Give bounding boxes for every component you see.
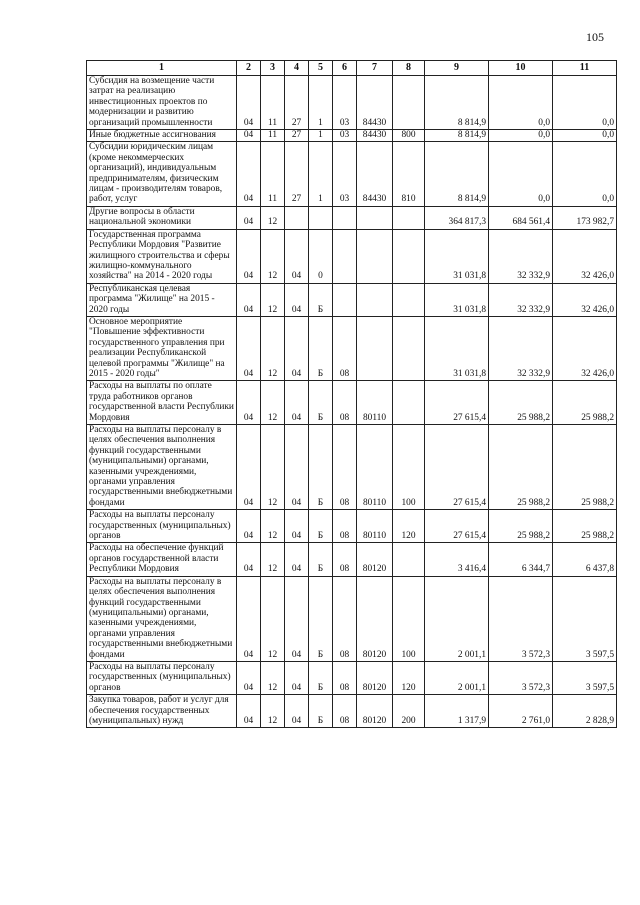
expense-type-code <box>393 381 425 425</box>
direction-code: 80110 <box>357 425 393 510</box>
subprogram-code: Б <box>309 425 333 510</box>
table-body <box>87 76 617 728</box>
direction-code: 84430 <box>357 130 393 142</box>
subsection-code: 11 <box>261 142 285 206</box>
direction-code: 80110 <box>357 510 393 543</box>
direction-code: 80120 <box>357 661 393 694</box>
section-code: 04 <box>237 695 261 728</box>
amount-col-11: 2 828,9 <box>553 695 617 728</box>
expense-type-code <box>393 543 425 576</box>
program-code: 04 <box>285 381 309 425</box>
item-name: Государственная программа Республики Мордовия "Развитие жилищного строительства и сферы жилищно-коммунального хозяйства" на 2014 - 2020 годы <box>87 229 237 283</box>
direction-code <box>357 206 393 229</box>
amount-col-9: 8 814,9 <box>425 76 489 130</box>
item-name: Основное мероприятие "Повышение эффективности государственного управления при реализации Республиканской целевой программы "Жилище" на 2015 - 2020 годы" <box>87 316 237 380</box>
amount-col-11: 3 597,5 <box>553 576 617 661</box>
event-code: 08 <box>333 695 357 728</box>
event-code: 08 <box>333 316 357 380</box>
table-row <box>87 576 617 661</box>
column-header-1: 1 <box>87 61 237 76</box>
direction-code: 80120 <box>357 543 393 576</box>
subprogram-code: Б <box>309 283 333 316</box>
program-code: 04 <box>285 316 309 380</box>
direction-code: 80120 <box>357 576 393 661</box>
subprogram-code: 1 <box>309 142 333 206</box>
item-name: Расходы на выплаты персоналу государственных (муниципальных) органов <box>87 661 237 694</box>
direction-code <box>357 316 393 380</box>
event-code: 08 <box>333 661 357 694</box>
subprogram-code: Б <box>309 576 333 661</box>
table-row <box>87 206 617 229</box>
table-row <box>87 661 617 694</box>
section-code: 04 <box>237 229 261 283</box>
expense-type-code: 800 <box>393 130 425 142</box>
subsection-code: 12 <box>261 510 285 543</box>
direction-code <box>357 283 393 316</box>
amount-col-9: 8 814,9 <box>425 142 489 206</box>
direction-code: 84430 <box>357 76 393 130</box>
subsection-code: 12 <box>261 283 285 316</box>
item-name: Закупка товаров, работ и услуг для обеспечения государственных (муниципальных) нужд <box>87 695 237 728</box>
amount-col-10: 32 332,9 <box>489 229 553 283</box>
subprogram-code: 1 <box>309 76 333 130</box>
amount-col-10: 25 988,2 <box>489 510 553 543</box>
amount-col-9: 31 031,8 <box>425 229 489 283</box>
section-code: 04 <box>237 76 261 130</box>
amount-col-11: 32 426,0 <box>553 316 617 380</box>
section-code: 04 <box>237 425 261 510</box>
event-code: 08 <box>333 543 357 576</box>
subsection-code: 12 <box>261 425 285 510</box>
subprogram-code: Б <box>309 661 333 694</box>
amount-col-10: 25 988,2 <box>489 381 553 425</box>
subsection-code: 12 <box>261 316 285 380</box>
direction-code: 80120 <box>357 695 393 728</box>
table-row <box>87 381 617 425</box>
item-name: Расходы на выплаты персоналу государственных (муниципальных) органов <box>87 510 237 543</box>
column-header-8: 8 <box>393 61 425 76</box>
item-name: Расходы на выплаты по оплате труда работников органов государственной власти Республики Мордовия <box>87 381 237 425</box>
amount-col-11: 3 597,5 <box>553 661 617 694</box>
amount-col-10: 32 332,9 <box>489 283 553 316</box>
event-code <box>333 206 357 229</box>
amount-col-9: 31 031,8 <box>425 283 489 316</box>
amount-col-10: 684 561,4 <box>489 206 553 229</box>
table-row <box>87 283 617 316</box>
amount-col-9: 2 001,1 <box>425 576 489 661</box>
expense-type-code: 200 <box>393 695 425 728</box>
expense-type-code: 120 <box>393 510 425 543</box>
amount-col-10: 3 572,3 <box>489 576 553 661</box>
amount-col-9: 2 001,1 <box>425 661 489 694</box>
subsection-code: 11 <box>261 76 285 130</box>
section-code: 04 <box>237 206 261 229</box>
column-header-11: 11 <box>553 61 617 76</box>
subsection-code: 12 <box>261 381 285 425</box>
amount-col-10: 0,0 <box>489 76 553 130</box>
direction-code: 84430 <box>357 142 393 206</box>
subprogram-code: 0 <box>309 229 333 283</box>
table-row <box>87 316 617 380</box>
expense-type-code: 810 <box>393 142 425 206</box>
column-header-7: 7 <box>357 61 393 76</box>
amount-col-10: 6 344,7 <box>489 543 553 576</box>
subprogram-code: Б <box>309 510 333 543</box>
subprogram-code <box>309 206 333 229</box>
subprogram-code: Б <box>309 543 333 576</box>
amount-col-11: 25 988,2 <box>553 510 617 543</box>
program-code: 27 <box>285 130 309 142</box>
table-row <box>87 229 617 283</box>
table-row <box>87 130 617 142</box>
event-code: 03 <box>333 130 357 142</box>
budget-table <box>86 60 617 728</box>
subprogram-code: Б <box>309 695 333 728</box>
expense-type-code <box>393 206 425 229</box>
program-code: 04 <box>285 229 309 283</box>
event-code <box>333 229 357 283</box>
column-header-9: 9 <box>425 61 489 76</box>
program-code <box>285 206 309 229</box>
table-row <box>87 142 617 206</box>
amount-col-9: 8 814,9 <box>425 130 489 142</box>
direction-code: 80110 <box>357 381 393 425</box>
amount-col-9: 3 416,4 <box>425 543 489 576</box>
column-header-10: 10 <box>489 61 553 76</box>
amount-col-10: 25 988,2 <box>489 425 553 510</box>
amount-col-9: 27 615,4 <box>425 381 489 425</box>
amount-col-10: 32 332,9 <box>489 316 553 380</box>
program-code: 27 <box>285 142 309 206</box>
item-name: Республиканская целевая программа "Жилище" на 2015 - 2020 годы <box>87 283 237 316</box>
item-name: Иные бюджетные ассигнования <box>87 130 237 142</box>
column-header-5: 5 <box>309 61 333 76</box>
section-code: 04 <box>237 142 261 206</box>
expense-type-code: 120 <box>393 661 425 694</box>
subprogram-code: 1 <box>309 130 333 142</box>
program-code: 04 <box>285 283 309 316</box>
amount-col-11: 25 988,2 <box>553 425 617 510</box>
page-number: 105 <box>586 30 604 44</box>
event-code: 08 <box>333 425 357 510</box>
subsection-code: 12 <box>261 576 285 661</box>
section-code: 04 <box>237 576 261 661</box>
event-code: 08 <box>333 510 357 543</box>
expense-type-code: 100 <box>393 576 425 661</box>
program-code: 04 <box>285 695 309 728</box>
amount-col-11: 0,0 <box>553 142 617 206</box>
event-code: 08 <box>333 576 357 661</box>
subprogram-code: Б <box>309 316 333 380</box>
item-name: Другие вопросы в области национальной экономики <box>87 206 237 229</box>
item-name: Расходы на выплаты персоналу в целях обеспечения выполнения функций государственными (муниципальными) органами, казенными учреждениями, органами управления государственными внебюджетными фондами <box>87 576 237 661</box>
amount-col-9: 364 817,3 <box>425 206 489 229</box>
table-row <box>87 76 617 130</box>
event-code: 03 <box>333 142 357 206</box>
table-row <box>87 510 617 543</box>
amount-col-11: 173 982,7 <box>553 206 617 229</box>
subsection-code: 11 <box>261 130 285 142</box>
amount-col-11: 32 426,0 <box>553 229 617 283</box>
column-header-6: 6 <box>333 61 357 76</box>
section-code: 04 <box>237 543 261 576</box>
item-name: Расходы на выплаты персоналу в целях обеспечения выполнения функций государственными (муниципальными) органами, казенными учреждениями, органами управления государственными внебюджетными фондами <box>87 425 237 510</box>
amount-col-11: 0,0 <box>553 76 617 130</box>
program-code: 04 <box>285 510 309 543</box>
table-row <box>87 543 617 576</box>
section-code: 04 <box>237 381 261 425</box>
item-name: Расходы на обеспечение функций органов государственной власти Республики Мордовия <box>87 543 237 576</box>
amount-col-9: 31 031,8 <box>425 316 489 380</box>
amount-col-10: 2 761,0 <box>489 695 553 728</box>
event-code: 08 <box>333 381 357 425</box>
amount-col-11: 32 426,0 <box>553 283 617 316</box>
column-header-3: 3 <box>261 61 285 76</box>
section-code: 04 <box>237 283 261 316</box>
amount-col-11: 6 437,8 <box>553 543 617 576</box>
section-code: 04 <box>237 316 261 380</box>
item-name: Субсидия на возмещение части затрат на реализацию инвестиционных проектов по модернизации и развитию организаций промышленности <box>87 76 237 130</box>
amount-col-9: 1 317,9 <box>425 695 489 728</box>
amount-col-10: 3 572,3 <box>489 661 553 694</box>
program-code: 04 <box>285 543 309 576</box>
event-code <box>333 283 357 316</box>
program-code: 04 <box>285 661 309 694</box>
event-code: 03 <box>333 76 357 130</box>
header-row <box>87 61 617 76</box>
subsection-code: 12 <box>261 206 285 229</box>
subsection-code: 12 <box>261 229 285 283</box>
amount-col-9: 27 615,4 <box>425 425 489 510</box>
item-name: Субсидии юридическим лицам (кроме некоммерческих организаций), индивидуальным предпринимателям, физическим лицам - производителям товаров, работ, услуг <box>87 142 237 206</box>
direction-code <box>357 229 393 283</box>
table-row <box>87 695 617 728</box>
program-code: 27 <box>285 76 309 130</box>
expense-type-code <box>393 283 425 316</box>
column-header-2: 2 <box>237 61 261 76</box>
subprogram-code: Б <box>309 381 333 425</box>
subsection-code: 12 <box>261 661 285 694</box>
table-row <box>87 425 617 510</box>
amount-col-9: 27 615,4 <box>425 510 489 543</box>
expense-type-code <box>393 76 425 130</box>
subsection-code: 12 <box>261 695 285 728</box>
amount-col-10: 0,0 <box>489 130 553 142</box>
expense-type-code: 100 <box>393 425 425 510</box>
section-code: 04 <box>237 661 261 694</box>
section-code: 04 <box>237 510 261 543</box>
program-code: 04 <box>285 425 309 510</box>
amount-col-10: 0,0 <box>489 142 553 206</box>
expense-type-code <box>393 229 425 283</box>
subsection-code: 12 <box>261 543 285 576</box>
program-code: 04 <box>285 576 309 661</box>
expense-type-code <box>393 316 425 380</box>
column-header-4: 4 <box>285 61 309 76</box>
section-code: 04 <box>237 130 261 142</box>
amount-col-11: 0,0 <box>553 130 617 142</box>
amount-col-11: 25 988,2 <box>553 381 617 425</box>
